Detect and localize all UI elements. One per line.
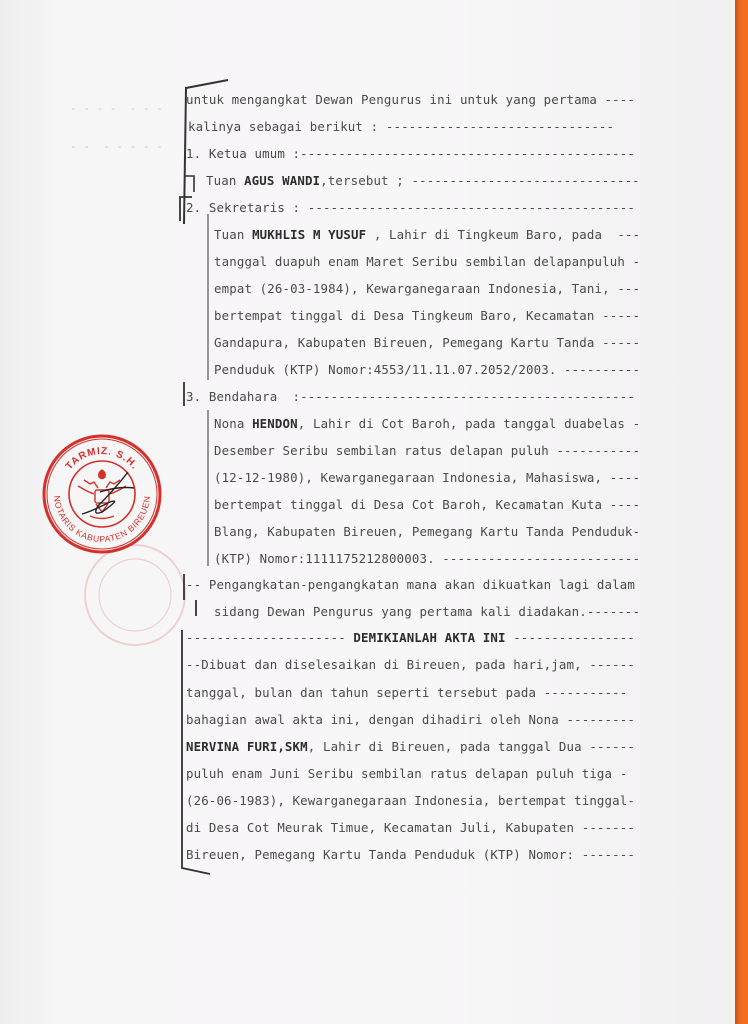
orange-folder-edge	[735, 0, 748, 1024]
bold-name: AGUS WANDI	[244, 173, 321, 188]
bold-name: DEMIKIANLAH AKTA INI	[353, 630, 506, 645]
bold-name: MUKHLIS M YUSUF	[252, 227, 367, 242]
document-line: tanggal duapuh enam Maret Seribu sembilan delapanpuluh -	[214, 254, 641, 269]
document-line: (26-06-1983), Kewarganegaraan Indonesia, bertempat tinggal-	[186, 793, 635, 808]
document-line: Tuan AGUS WANDI,tersebut ; ------------------------------	[206, 173, 640, 188]
document-line: empat (26-03-1984), Kewarganegaraan Indonesia, Tani, ---	[214, 281, 641, 296]
stamp-top-text: TARMIZ. S.H.	[63, 445, 141, 472]
document-line: Penduduk (KTP) Nomor:4553/11.11.07.2052/2003. ----------	[214, 362, 641, 377]
document-line: bertempat tinggal di Desa Tingkeum Baro, Kecamatan -----	[214, 308, 641, 323]
document-line: bahagian awal akta ini, dengan dihadiri oleh Nona ---------	[186, 712, 635, 727]
document-line: puluh enam Juni Seribu sembilan ratus delapan puluh tiga -	[186, 766, 628, 781]
document-line: NERVINA FURI,SKM, Lahir di Bireuen, pada tanggal Dua ------	[186, 739, 635, 754]
bold-name: NERVINA FURI,SKM	[186, 739, 308, 754]
bleed-through-text: - - - - - - -	[70, 102, 163, 115]
document-line: kalinya sebagai berikut : ------------------------------	[188, 119, 615, 134]
document-line: sidang Dewan Pengurus yang pertama kali diadakan.-------	[214, 604, 641, 619]
document-line: Nona HENDON, Lahir di Cot Baroh, pada tanggal duabelas -	[214, 416, 641, 431]
document-line: --Dibuat dan diselesaikan di Bireuen, pada hari,jam, ------	[186, 657, 635, 672]
document-line: Bireuen, Pemegang Kartu Tanda Penduduk (KTP) Nomor: -------	[186, 847, 635, 862]
document-line: (KTP) Nomor:1111175212800003. --------------------------	[214, 551, 641, 566]
document-line: 2. Sekretaris : -------------------------------------------	[186, 200, 635, 215]
stamp-bottom-text: NOTARIS KABUPATEN BIREUEN	[51, 495, 153, 545]
document-line: Gandapura, Kabupaten Bireuen, Pemegang Kartu Tanda -----	[214, 335, 641, 350]
document-line: --------------------- DEMIKIANLAH AKTA INI ----------------	[186, 630, 635, 645]
document-line: 3. Bendahara :--------------------------------------------	[186, 389, 635, 404]
document-line: (12-12-1980), Kewarganegaraan Indonesia, Mahasiswa, ----	[214, 470, 641, 485]
notary-stamp	[40, 432, 164, 556]
document-line: di Desa Cot Meurak Timue, Kecamatan Juli, Kabupaten -------	[186, 820, 635, 835]
document-line: untuk mengangkat Dewan Pengurus ini untuk yang pertama ----	[186, 92, 635, 107]
document-line: bertempat tinggal di Desa Cot Baroh, Kecamatan Kuta ----	[214, 497, 641, 512]
document-line: Blang, Kabupaten Bireuen, Pemegang Kartu Tanda Penduduk-	[214, 524, 641, 539]
document-line: 1. Ketua umum :--------------------------------------------	[186, 146, 635, 161]
document-line: Desember Seribu sembilan ratus delapan puluh -----------	[214, 443, 641, 458]
bold-name: HENDON	[252, 416, 298, 431]
document-line: -- Pengangkatan-pengangkatan mana akan dikuatkan lagi dalam	[186, 577, 635, 592]
document-line: tanggal, bulan dan tahun seperti tersebut pada -----------	[186, 685, 628, 700]
margin-bracket	[200, 408, 216, 568]
bleed-through-text: - - - - - - -	[70, 140, 163, 153]
svg-text:TARMIZ. S.H.	[64, 446, 140, 472]
document-line: Tuan MUKHLIS M YUSUF , Lahir di Tingkeum Baro, pada ---	[214, 227, 641, 242]
